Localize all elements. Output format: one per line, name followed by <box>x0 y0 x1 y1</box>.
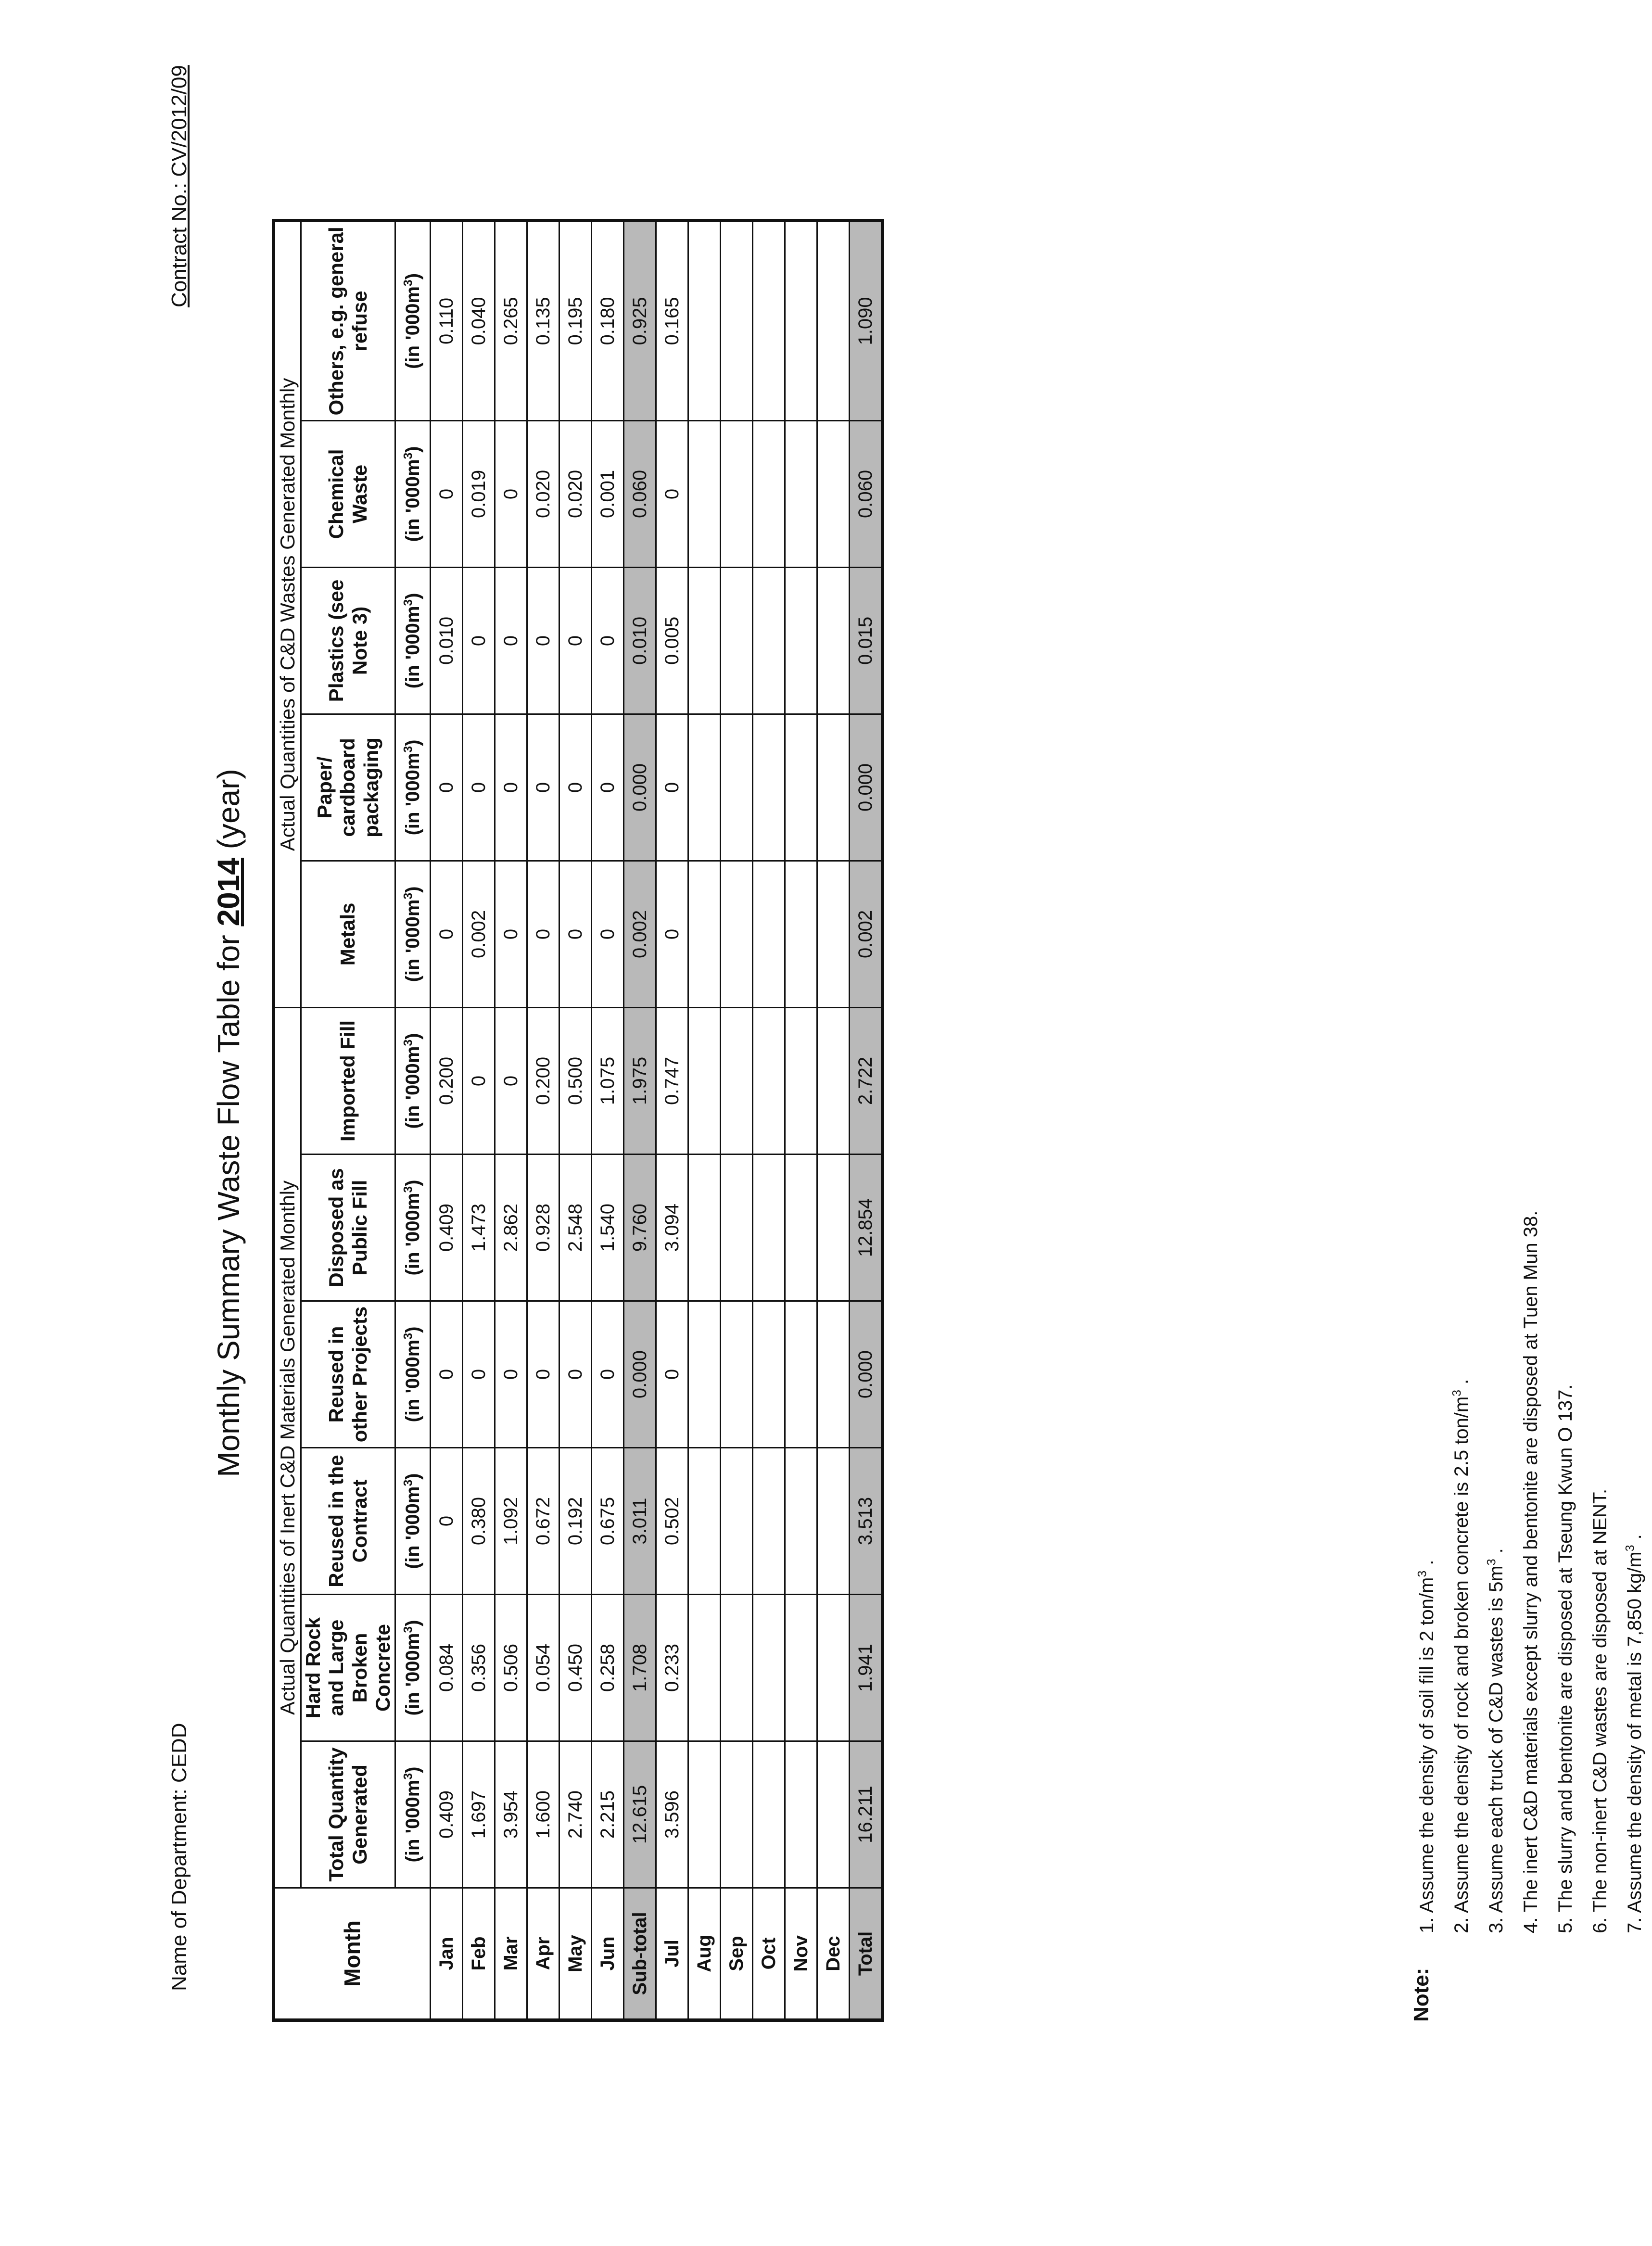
value-cell: 0.000 <box>624 1301 656 1448</box>
value-cell: 0.000 <box>850 714 883 861</box>
value-cell <box>721 861 753 1007</box>
unit-prefix: (in '000m <box>402 1633 424 1716</box>
value-cell: 0 <box>656 861 688 1007</box>
value-cell <box>753 714 785 861</box>
table-row <box>656 220 688 2020</box>
value-cell: 0.928 <box>527 1155 559 1301</box>
value-cell <box>721 567 753 714</box>
note-text: 1. Assume the density of soil fill is 2 ton/m <box>1416 1577 1437 1933</box>
value-cell: 0.200 <box>527 1007 559 1154</box>
value-cell <box>753 567 785 714</box>
notes-label: Note: <box>1410 1967 1433 2022</box>
value-cell: 3.011 <box>624 1448 656 1595</box>
value-cell: 0.356 <box>463 1595 495 1741</box>
value-cell <box>688 1155 721 1301</box>
value-cell: 0 <box>559 714 592 861</box>
month-cell: Total <box>850 1888 883 2020</box>
value-cell: 1.092 <box>495 1448 527 1595</box>
note-item <box>1444 1211 1479 1933</box>
value-cell: 0.409 <box>431 1741 463 1888</box>
unit-prefix: (in '000m <box>402 1339 424 1422</box>
value-cell <box>688 1595 721 1741</box>
unit-prefix: (in '000m <box>402 606 424 689</box>
column-header: Plastics (see Note 3) <box>301 567 395 714</box>
unit-label <box>395 1595 431 1741</box>
value-cell: 0.110 <box>431 220 463 420</box>
value-cell: 0 <box>495 714 527 861</box>
month-cell: Oct <box>753 1888 785 2020</box>
value-cell <box>817 714 850 861</box>
value-cell: 0.200 <box>431 1007 463 1154</box>
value-cell <box>817 220 850 420</box>
value-cell: 0 <box>495 1007 527 1154</box>
value-cell: 0 <box>495 420 527 567</box>
value-cell <box>785 420 817 567</box>
unit-prefix: (in '000m <box>402 899 424 982</box>
value-cell: 1.975 <box>624 1007 656 1154</box>
column-header: Chemical Waste <box>301 420 395 567</box>
value-cell <box>817 1448 850 1595</box>
value-cell: 0.502 <box>656 1448 688 1595</box>
unit-prefix: (in '000m <box>402 1486 424 1569</box>
cd-wastes-group-header: Actual Quantities of C&D Wastes Generated Monthly <box>274 220 301 1007</box>
note-item <box>1410 1211 1444 1933</box>
unit-exponent: 3 <box>402 1186 415 1193</box>
value-cell <box>785 861 817 1007</box>
value-cell: 1.697 <box>463 1741 495 1888</box>
value-cell <box>817 1741 850 1888</box>
note-item <box>1479 1211 1513 1933</box>
value-cell <box>817 1595 850 1741</box>
value-cell: 0.380 <box>463 1448 495 1595</box>
value-cell: 0 <box>656 714 688 861</box>
month-cell: Mar <box>495 1888 527 2020</box>
unit-label <box>395 1301 431 1448</box>
column-header: Reused in other Projects <box>301 1301 395 1448</box>
unit-suffix: ) <box>402 273 424 280</box>
unit-exponent: 3 <box>402 1773 415 1780</box>
value-cell: 0 <box>592 861 624 1007</box>
value-cell: 0.015 <box>850 567 883 714</box>
unit-suffix: ) <box>402 739 424 746</box>
value-cell: 0.005 <box>656 567 688 714</box>
value-cell <box>688 1301 721 1448</box>
value-cell: 0.002 <box>624 861 656 1007</box>
inert-materials-group-header: Actual Quantities of Inert C&D Materials Generated Monthly <box>274 1007 301 1888</box>
value-cell <box>721 1448 753 1595</box>
column-header: Reused in the Contract <box>301 1448 395 1595</box>
unit-prefix: (in '000m <box>402 1193 424 1276</box>
value-cell <box>817 1007 850 1154</box>
value-cell: 2.215 <box>592 1741 624 1888</box>
value-cell: 1.708 <box>624 1595 656 1741</box>
value-cell: 0 <box>431 861 463 1007</box>
value-cell <box>721 1301 753 1448</box>
value-cell: 0.500 <box>559 1007 592 1154</box>
value-cell: 0 <box>431 420 463 567</box>
value-cell <box>785 1301 817 1448</box>
value-cell <box>721 1007 753 1154</box>
value-cell: 0.195 <box>559 220 592 420</box>
value-cell <box>817 1155 850 1301</box>
month-cell: Aug <box>688 1888 721 2020</box>
contract-number: Contract No.: CV/2012/09 <box>167 65 191 307</box>
table-row <box>688 220 721 2020</box>
table-row <box>527 220 559 2020</box>
value-cell: 0.135 <box>527 220 559 420</box>
unit-prefix: (in '000m <box>402 752 424 836</box>
note-suffix: . <box>1451 1379 1472 1390</box>
summary-row <box>850 220 883 2020</box>
value-cell <box>721 714 753 861</box>
note-exponent: 3 <box>1624 1545 1637 1552</box>
value-cell <box>785 567 817 714</box>
value-cell <box>753 861 785 1007</box>
month-cell: Apr <box>527 1888 559 2020</box>
value-cell: 0 <box>527 1301 559 1448</box>
value-cell: 0 <box>495 1301 527 1448</box>
unit-exponent: 3 <box>402 452 415 459</box>
note-suffix: . <box>1416 1560 1437 1571</box>
unit-exponent: 3 <box>402 1332 415 1340</box>
table-row <box>753 220 785 2020</box>
unit-exponent: 3 <box>402 1479 415 1486</box>
notes-list <box>1410 1211 1652 1933</box>
value-cell <box>785 1595 817 1741</box>
month-cell: Sep <box>721 1888 753 2020</box>
note-text: 6. The non-inert C&D wastes are disposed at NENT. <box>1589 1488 1611 1933</box>
month-cell: May <box>559 1888 592 2020</box>
value-cell: 2.740 <box>559 1741 592 1888</box>
value-cell <box>785 1741 817 1888</box>
note-text: 7. Assume the density of metal is 7,850 kg/m <box>1624 1551 1645 1933</box>
value-cell <box>817 1301 850 1448</box>
unit-suffix: ) <box>402 1180 424 1186</box>
note-item <box>1548 1211 1583 1933</box>
unit-prefix: (in '000m <box>402 1779 424 1863</box>
value-cell <box>753 1007 785 1154</box>
waste-flow-table <box>272 219 884 2022</box>
value-cell: 0.450 <box>559 1595 592 1741</box>
unit-suffix: ) <box>402 446 424 453</box>
column-header: Others, e.g. general refuse <box>301 220 395 420</box>
value-cell: 0.060 <box>624 420 656 567</box>
value-cell: 0 <box>463 714 495 861</box>
unit-label <box>395 1448 431 1595</box>
value-cell <box>688 714 721 861</box>
value-cell: 0.672 <box>527 1448 559 1595</box>
unit-exponent: 3 <box>402 1039 415 1046</box>
value-cell: 0.002 <box>463 861 495 1007</box>
value-cell: 0 <box>463 1007 495 1154</box>
value-cell: 0.019 <box>463 420 495 567</box>
value-cell: 16.211 <box>850 1741 883 1888</box>
unit-label <box>395 420 431 567</box>
title-suffix: (year) <box>211 769 246 858</box>
department-label: Name of Department: CEDD <box>167 1723 191 1991</box>
table-row <box>785 220 817 2020</box>
unit-label <box>395 567 431 714</box>
value-cell: 0.747 <box>656 1007 688 1154</box>
table-row <box>817 220 850 2020</box>
unit-prefix: (in '000m <box>402 459 424 542</box>
value-cell <box>785 1007 817 1154</box>
value-cell <box>688 861 721 1007</box>
value-cell: 3.596 <box>656 1741 688 1888</box>
value-cell <box>753 1155 785 1301</box>
value-cell: 9.760 <box>624 1155 656 1301</box>
note-text: 5. The slurry and bentonite are disposed at Tseung Kwun O 137. <box>1555 1384 1576 1933</box>
value-cell: 0.925 <box>624 220 656 420</box>
value-cell: 1.941 <box>850 1595 883 1741</box>
value-cell: 0 <box>431 1301 463 1448</box>
column-header: Total Quantity Generated <box>301 1741 395 1888</box>
value-cell: 0 <box>527 567 559 714</box>
value-cell <box>753 1448 785 1595</box>
table-body <box>431 220 883 2020</box>
value-cell: 0.409 <box>431 1155 463 1301</box>
value-cell: 1.473 <box>463 1155 495 1301</box>
note-suffix: . <box>1486 1548 1507 1559</box>
value-cell <box>721 1595 753 1741</box>
value-cell: 0.084 <box>431 1595 463 1741</box>
value-cell <box>721 420 753 567</box>
column-header: Hard Rock and Large Broken Concrete <box>301 1595 395 1741</box>
unit-exponent: 3 <box>402 892 415 900</box>
value-cell: 1.075 <box>592 1007 624 1154</box>
note-text: 2. Assume the density of rock and broken concrete is 2.5 ton/m <box>1451 1396 1472 1933</box>
value-cell <box>721 220 753 420</box>
column-header: Metals <box>301 861 395 1007</box>
note-suffix: . <box>1624 1534 1645 1545</box>
unit-label <box>395 1155 431 1301</box>
value-cell: 1.090 <box>850 220 883 420</box>
title-prefix: Monthly Summary Waste Flow Table for <box>211 926 246 1477</box>
value-cell <box>817 861 850 1007</box>
value-cell: 1.540 <box>592 1155 624 1301</box>
value-cell <box>688 1007 721 1154</box>
value-cell: 0.002 <box>850 861 883 1007</box>
value-cell <box>688 567 721 714</box>
unit-suffix: ) <box>402 886 424 893</box>
value-cell <box>688 1741 721 1888</box>
value-cell: 0.020 <box>527 420 559 567</box>
column-header: Imported Fill <box>301 1007 395 1154</box>
value-cell: 0.165 <box>656 220 688 420</box>
value-cell <box>688 1448 721 1595</box>
value-cell: 0 <box>592 714 624 861</box>
month-cell: Jun <box>592 1888 624 2020</box>
value-cell: 0 <box>559 567 592 714</box>
value-cell <box>785 714 817 861</box>
note-exponent: 3 <box>1450 1390 1464 1396</box>
column-header: Paper/ cardboard packaging <box>301 714 395 861</box>
value-cell: 0.000 <box>624 714 656 861</box>
value-cell <box>688 420 721 567</box>
value-cell <box>721 1155 753 1301</box>
table-row <box>463 220 495 2020</box>
value-cell: 0 <box>463 1301 495 1448</box>
month-cell: Jan <box>431 1888 463 2020</box>
note-exponent: 3 <box>1485 1559 1499 1566</box>
value-cell: 0 <box>592 1301 624 1448</box>
value-cell: 12.854 <box>850 1155 883 1301</box>
unit-suffix: ) <box>402 1326 424 1333</box>
value-cell: 0 <box>656 1301 688 1448</box>
value-cell <box>721 1741 753 1888</box>
table-row <box>495 220 527 2020</box>
unit-suffix: ) <box>402 1033 424 1040</box>
value-cell: 0 <box>495 861 527 1007</box>
value-cell: 0.258 <box>592 1595 624 1741</box>
unit-suffix: ) <box>402 1473 424 1480</box>
value-cell: 0 <box>559 1301 592 1448</box>
page-title <box>211 0 246 2246</box>
unit-prefix: (in '000m <box>402 286 424 369</box>
note-text: 4. The inert C&D materials except slurry and bentonite are disposed at Tuen Mun 38. <box>1520 1210 1541 1933</box>
value-cell: 0 <box>495 567 527 714</box>
unit-label <box>395 714 431 861</box>
value-cell <box>817 420 850 567</box>
value-cell: 0.054 <box>527 1595 559 1741</box>
unit-label <box>395 220 431 420</box>
value-cell <box>817 567 850 714</box>
note-exponent: 3 <box>1416 1570 1429 1577</box>
value-cell: 0.233 <box>656 1595 688 1741</box>
value-cell: 0.060 <box>850 420 883 567</box>
note-text: 3. Assume each truck of C&D wastes is 5m <box>1486 1565 1507 1933</box>
table-row <box>721 220 753 2020</box>
value-cell: 0 <box>559 861 592 1007</box>
value-cell <box>753 220 785 420</box>
table-header <box>274 220 431 2020</box>
value-cell: 0.675 <box>592 1448 624 1595</box>
unit-exponent: 3 <box>402 279 415 287</box>
value-cell: 12.615 <box>624 1741 656 1888</box>
value-cell: 0 <box>527 714 559 861</box>
unit-suffix: ) <box>402 593 424 599</box>
title-year: 2014 <box>211 858 246 926</box>
value-cell: 0 <box>656 420 688 567</box>
value-cell: 1.600 <box>527 1741 559 1888</box>
month-cell: Feb <box>463 1888 495 2020</box>
value-cell: 2.722 <box>850 1007 883 1154</box>
note-item <box>1513 1211 1548 1933</box>
unit-label <box>395 1741 431 1888</box>
note-item <box>1617 1211 1652 1933</box>
unit-prefix: (in '000m <box>402 1046 424 1129</box>
month-cell: Sub-total <box>624 1888 656 2020</box>
value-cell: 0 <box>463 567 495 714</box>
table-row <box>592 220 624 2020</box>
month-cell: Dec <box>817 1888 850 2020</box>
value-cell: 0.192 <box>559 1448 592 1595</box>
unit-exponent: 3 <box>402 1626 415 1633</box>
value-cell: 0 <box>592 567 624 714</box>
value-cell: 0.000 <box>850 1301 883 1448</box>
value-cell: 2.548 <box>559 1155 592 1301</box>
value-cell <box>753 1595 785 1741</box>
value-cell <box>688 220 721 420</box>
value-cell: 0.265 <box>495 220 527 420</box>
value-cell <box>753 1301 785 1448</box>
value-cell <box>785 1155 817 1301</box>
value-cell: 0.506 <box>495 1595 527 1741</box>
month-cell: Jul <box>656 1888 688 2020</box>
value-cell <box>785 1448 817 1595</box>
value-cell: 3.513 <box>850 1448 883 1595</box>
value-cell: 0 <box>431 1448 463 1595</box>
unit-suffix: ) <box>402 1620 424 1626</box>
month-cell: Nov <box>785 1888 817 2020</box>
value-cell: 2.862 <box>495 1155 527 1301</box>
value-cell: 0.040 <box>463 220 495 420</box>
table-row <box>431 220 463 2020</box>
unit-suffix: ) <box>402 1766 424 1773</box>
value-cell <box>753 420 785 567</box>
unit-exponent: 3 <box>402 599 415 606</box>
value-cell: 3.954 <box>495 1741 527 1888</box>
unit-label <box>395 861 431 1007</box>
value-cell: 0.001 <box>592 420 624 567</box>
column-header: Disposed as Public Fill <box>301 1155 395 1301</box>
note-item <box>1583 1211 1617 1933</box>
value-cell: 0.010 <box>431 567 463 714</box>
value-cell: 0.180 <box>592 220 624 420</box>
value-cell: 0 <box>527 861 559 1007</box>
summary-row <box>624 220 656 2020</box>
value-cell <box>785 220 817 420</box>
value-cell: 3.094 <box>656 1155 688 1301</box>
unit-exponent: 3 <box>402 746 415 753</box>
table-row <box>559 220 592 2020</box>
value-cell: 0.010 <box>624 567 656 714</box>
month-column-header: Month <box>274 1888 431 2020</box>
value-cell: 0 <box>431 714 463 861</box>
value-cell <box>753 1741 785 1888</box>
value-cell: 0.020 <box>559 420 592 567</box>
unit-label <box>395 1007 431 1154</box>
